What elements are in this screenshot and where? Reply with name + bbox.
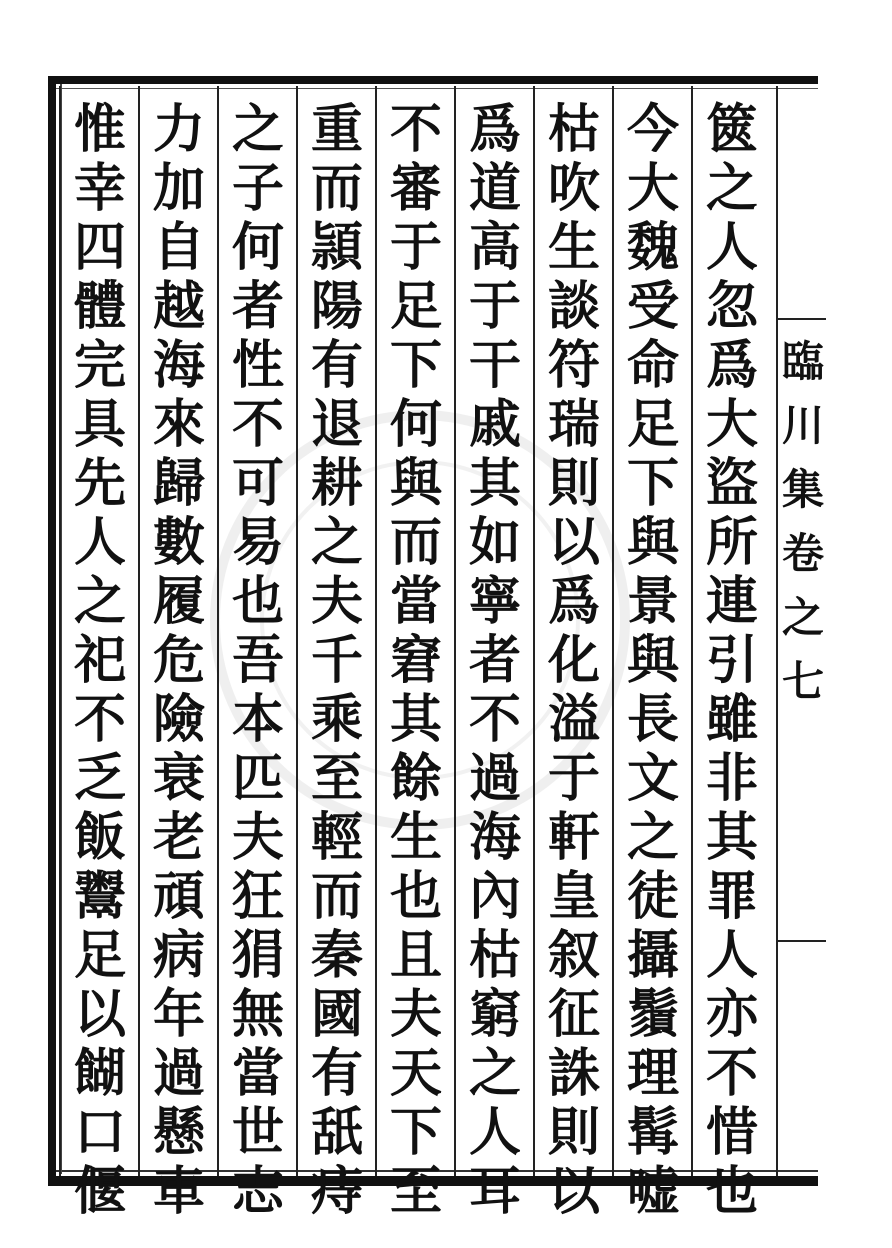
column-char: 之 [705, 158, 758, 219]
column-char: 而 [310, 158, 363, 219]
text-column-4 [460, 99, 530, 1222]
column-char: 耕 [310, 453, 363, 514]
text-column-1 [697, 99, 767, 1222]
column-char: 也 [389, 866, 442, 927]
column-char: 其 [468, 453, 521, 514]
column-char: 不 [73, 689, 126, 750]
column-char: 千 [310, 630, 363, 691]
column-char: 髯 [626, 1102, 679, 1163]
text-column-2 [618, 99, 688, 1222]
column-divider [375, 86, 377, 1176]
column-char: 何 [231, 217, 284, 278]
column-char: 履 [152, 571, 205, 632]
column-char: 也 [231, 571, 284, 632]
column-char: 惟 [73, 99, 126, 160]
column-char: 可 [231, 453, 284, 514]
column-char: 餘 [389, 748, 442, 809]
column-char: 天 [389, 1043, 442, 1104]
column-char: 寧 [468, 571, 521, 632]
column-char: 者 [468, 630, 521, 691]
column-char: 不 [468, 689, 521, 750]
column-divider [59, 86, 61, 1176]
column-char: 而 [310, 866, 363, 927]
column-char: 之 [626, 807, 679, 868]
column-divider [454, 86, 456, 1176]
column-char: 足 [626, 394, 679, 455]
column-char: 退 [310, 394, 363, 455]
text-column-9 [65, 99, 135, 1222]
column-char: 性 [231, 335, 284, 396]
column-char: 匹 [231, 748, 284, 809]
column-char: 爲 [468, 99, 521, 160]
column-char: 志 [231, 1161, 284, 1222]
fold-char: 川 [781, 401, 824, 450]
text-column-3 [539, 99, 609, 1222]
column-char: 非 [705, 748, 758, 809]
column-char: 易 [231, 512, 284, 573]
column-divider [533, 86, 535, 1176]
column-char: 溢 [547, 689, 600, 750]
column-char: 大 [626, 158, 679, 219]
frame-top-border [48, 76, 818, 84]
column-char: 無 [231, 984, 284, 1045]
column-char: 足 [73, 925, 126, 986]
column-char: 下 [626, 453, 679, 514]
column-char: 何 [389, 394, 442, 455]
column-char: 頴 [310, 217, 363, 278]
column-char: 忽 [705, 276, 758, 337]
column-char: 連 [705, 571, 758, 632]
column-char: 者 [231, 276, 284, 337]
fold-char: 集 [781, 465, 824, 514]
text-column-6 [302, 99, 372, 1222]
column-char: 歸 [152, 453, 205, 514]
column-char: 四 [73, 217, 126, 278]
column-char: 下 [389, 1102, 442, 1163]
column-char: 人 [73, 512, 126, 573]
column-char: 叙 [547, 925, 600, 986]
fold-title-column [778, 330, 828, 714]
column-char: 乘 [310, 689, 363, 750]
column-char: 當 [231, 1043, 284, 1104]
column-char: 本 [231, 689, 284, 750]
column-char: 盜 [705, 453, 758, 514]
column-char: 則 [547, 453, 600, 514]
column-char: 道 [468, 158, 521, 219]
column-char: 險 [152, 689, 205, 750]
column-char: 具 [73, 394, 126, 455]
column-char: 體 [73, 276, 126, 337]
text-column-5 [381, 99, 451, 1222]
column-char: 車 [152, 1161, 205, 1222]
column-char: 生 [547, 217, 600, 278]
column-char: 與 [626, 512, 679, 573]
column-char: 夫 [310, 571, 363, 632]
column-char: 夫 [231, 807, 284, 868]
frame-left-border [48, 76, 56, 1186]
column-char: 所 [705, 512, 758, 573]
column-divider [691, 86, 693, 1176]
column-char: 來 [152, 394, 205, 455]
column-char: 病 [152, 925, 205, 986]
column-char: 于 [547, 748, 600, 809]
column-char: 不 [389, 99, 442, 160]
column-char: 嘘 [626, 1161, 679, 1222]
column-char: 力 [152, 99, 205, 160]
column-char: 長 [626, 689, 679, 750]
column-char: 以 [547, 512, 600, 573]
column-char: 于 [389, 217, 442, 278]
column-char: 秦 [310, 925, 363, 986]
fold-rule-bottom [778, 940, 826, 942]
column-char: 老 [152, 807, 205, 868]
column-char: 狷 [231, 925, 284, 986]
column-char: 海 [152, 335, 205, 396]
column-char: 且 [389, 925, 442, 986]
column-char: 完 [73, 335, 126, 396]
column-char: 徒 [626, 866, 679, 927]
column-char: 國 [310, 984, 363, 1045]
column-char: 危 [152, 630, 205, 691]
column-divider [138, 86, 140, 1176]
column-char: 誅 [547, 1043, 600, 1104]
column-char: 下 [389, 335, 442, 396]
column-char: 鬚 [626, 984, 679, 1045]
column-char: 有 [310, 335, 363, 396]
column-char: 幸 [73, 158, 126, 219]
column-char: 輕 [310, 807, 363, 868]
fold-rule-top [778, 318, 826, 320]
column-char: 海 [468, 807, 521, 868]
column-char: 耳 [468, 1161, 521, 1222]
column-char: 乏 [73, 748, 126, 809]
column-char: 世 [231, 1102, 284, 1163]
column-char: 至 [389, 1161, 442, 1222]
column-char: 自 [152, 217, 205, 278]
column-char: 子 [231, 158, 284, 219]
column-char: 亦 [705, 984, 758, 1045]
column-char: 吾 [231, 630, 284, 691]
column-char: 與 [389, 453, 442, 514]
column-char: 餬 [73, 1043, 126, 1104]
column-char: 生 [389, 807, 442, 868]
column-char: 頑 [152, 866, 205, 927]
column-char: 符 [547, 335, 600, 396]
column-char: 偃 [73, 1161, 126, 1222]
column-char: 越 [152, 276, 205, 337]
fold-char: 七 [781, 657, 824, 706]
column-char: 征 [547, 984, 600, 1045]
column-char: 衰 [152, 748, 205, 809]
column-char: 舐 [310, 1102, 363, 1163]
column-char: 篋 [705, 99, 758, 160]
column-char: 大 [705, 394, 758, 455]
column-divider [612, 86, 614, 1176]
column-char: 文 [626, 748, 679, 809]
column-char: 高 [468, 217, 521, 278]
column-char: 加 [152, 158, 205, 219]
column-char: 以 [547, 1161, 600, 1222]
column-char: 談 [547, 276, 600, 337]
column-char: 之 [231, 99, 284, 160]
column-char: 窘 [389, 630, 442, 691]
column-char: 爲 [547, 571, 600, 632]
column-char: 于 [468, 276, 521, 337]
column-char: 狂 [231, 866, 284, 927]
column-char: 理 [626, 1043, 679, 1104]
column-char: 祀 [73, 630, 126, 691]
text-column-8 [144, 99, 214, 1222]
column-char: 懸 [152, 1102, 205, 1163]
column-char: 枯 [547, 99, 600, 160]
column-char: 皇 [547, 866, 600, 927]
column-char: 陽 [310, 276, 363, 337]
column-char: 與 [626, 630, 679, 691]
column-char: 也 [705, 1161, 758, 1222]
column-char: 其 [705, 807, 758, 868]
column-char: 罪 [705, 866, 758, 927]
column-char: 魏 [626, 217, 679, 278]
column-char: 不 [705, 1043, 758, 1104]
column-char: 軒 [547, 807, 600, 868]
column-char: 夫 [389, 984, 442, 1045]
column-char: 攝 [626, 925, 679, 986]
column-char: 吹 [547, 158, 600, 219]
fold-char: 之 [781, 593, 824, 642]
frame-top-inner-border [48, 88, 818, 89]
column-char: 不 [231, 394, 284, 455]
column-char: 干 [468, 335, 521, 396]
column-char: 年 [152, 984, 205, 1045]
column-char: 審 [389, 158, 442, 219]
column-char: 命 [626, 335, 679, 396]
column-char: 至 [310, 748, 363, 809]
column-char: 之 [468, 1043, 521, 1104]
column-char: 足 [389, 276, 442, 337]
column-char: 痔 [310, 1161, 363, 1222]
column-divider [296, 86, 298, 1176]
column-char: 人 [705, 217, 758, 278]
column-char: 則 [547, 1102, 600, 1163]
column-char: 戚 [468, 394, 521, 455]
column-char: 重 [310, 99, 363, 160]
column-char: 有 [310, 1043, 363, 1104]
column-char: 惜 [705, 1102, 758, 1163]
fold-char: 臨 [781, 337, 824, 386]
column-char: 化 [547, 630, 600, 691]
column-char: 爲 [705, 335, 758, 396]
column-divider [217, 86, 219, 1176]
column-char: 數 [152, 512, 205, 573]
column-char: 瑞 [547, 394, 600, 455]
column-char: 景 [626, 571, 679, 632]
column-char: 受 [626, 276, 679, 337]
column-char: 內 [468, 866, 521, 927]
column-char: 過 [152, 1043, 205, 1104]
column-char: 口 [73, 1102, 126, 1163]
text-column-7 [223, 99, 293, 1222]
column-char: 人 [705, 925, 758, 986]
column-char: 飯 [73, 807, 126, 868]
column-char: 以 [73, 984, 126, 1045]
column-char: 而 [389, 512, 442, 573]
column-char: 如 [468, 512, 521, 573]
fold-char: 卷 [781, 529, 824, 578]
column-char: 過 [468, 748, 521, 809]
column-char: 之 [310, 512, 363, 573]
column-char: 人 [468, 1102, 521, 1163]
column-char: 先 [73, 453, 126, 514]
column-char: 當 [389, 571, 442, 632]
column-char: 窮 [468, 984, 521, 1045]
column-char: 枯 [468, 925, 521, 986]
column-char: 雖 [705, 689, 758, 750]
column-char: 之 [73, 571, 126, 632]
column-char: 引 [705, 630, 758, 691]
column-char: 今 [626, 99, 679, 160]
column-char: 鬻 [73, 866, 126, 927]
column-char: 其 [389, 689, 442, 750]
